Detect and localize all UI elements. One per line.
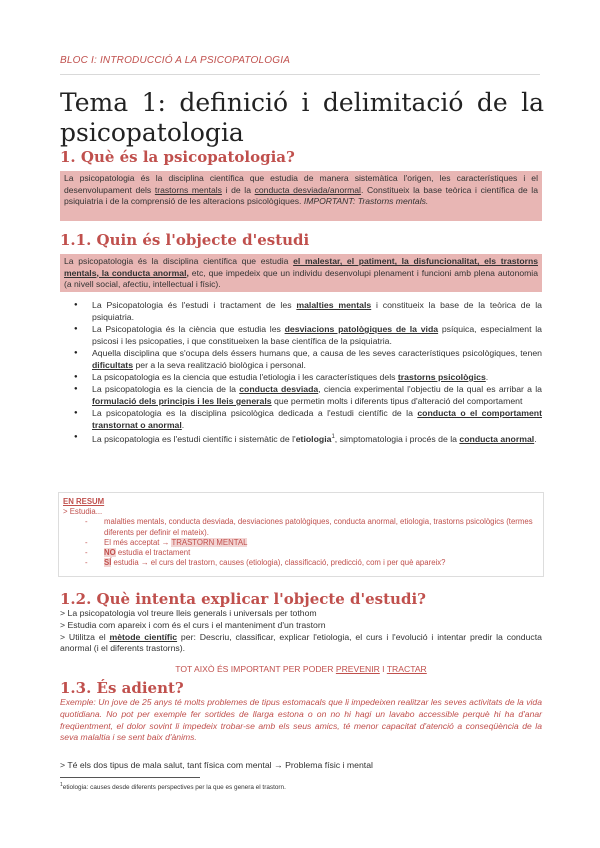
section-header: BLOC I: INTRODUCCIÓ A LA PSICOPATOLOGIA [60, 55, 291, 66]
list-item: ● La psicopatologia es la ciencia que estudia l'etiologia i les característiques dels trastorns psicològics. [60, 372, 542, 384]
objecte-box [60, 254, 542, 292]
text-run: . Constitueix la base teòrica i científica de la psiquiatria i de la comprensió de les alteracions psicològiques. [64, 184, 538, 206]
footnote-divider [60, 777, 200, 778]
summary-item: - NO estudia el tractament [85, 548, 191, 558]
heading-adient: 1.3. És adient? [60, 679, 184, 697]
underlined-term: trastorns mentals [154, 184, 222, 195]
list-item: ● La Psicopatologia és l'estudi i tractament de les malalties mentals i constitueix la base de la teòrica de la psiquiatria. [60, 300, 542, 323]
underlined-term: el malestar, el patiment, la disfuncionalitat, els trastorns mentals, la conducta anormal, [64, 256, 538, 278]
heading-explicar: 1.2. Què intenta explicar l'objecte d'estudi? [60, 590, 426, 608]
definition-box [60, 171, 542, 221]
summary-title: EN RESUM [63, 497, 105, 506]
summary-intro: > Estudia... [63, 507, 103, 517]
summary-item: - SÍ estudia → el curs del trastorn, causes (etiologia), classificació, predicció, com i per què apareix? [85, 558, 446, 568]
important-note: TOT AIXÒ ÉS IMPORTANT PER PODER PREVENIR I TRACTAR [175, 664, 427, 674]
text-run: etc, que impedeix que un individu desenvolupi plenament i funcioni amb plena autonomia (a nivell social, afectiu, intellectual i físic). [64, 267, 538, 289]
summary-item: - El més acceptat → TRASTORN MENTAL [85, 537, 248, 547]
underlined-term: conducta desviada/anormal [254, 184, 361, 195]
text-run: i de la [221, 184, 255, 195]
summary-item: - malalties mentals, conducta desviada, desviaciones patològiques, conducta anormal, etiologia, trastorns psicològics (termes diferents per definir el mateix). [85, 517, 533, 537]
heading-objecte: 1.1. Quin és l'objecte d'estudi [60, 231, 310, 249]
list-item: ● La psicopatologia es l'estudi científic i sistemàtic de l'etiologia$^1$, simptomatologia i procés de la conducta anormal. [60, 432, 542, 446]
list-item: ● La Psicopatologia és la ciència que estudia les desviacions patològiques de la vida psíquica, especialment la psicosi i les psicopaties, i que constitueixen la base científica de la psiquiatria. [60, 324, 542, 347]
definitions-list [60, 300, 542, 446]
summary-box [58, 492, 544, 577]
important-note: IMPORTANT: Trastorns mentals. [303, 196, 429, 206]
footnote: $^1$etiologia: causes desde diferents perspectives per la que es genera el trastorn. [60, 782, 286, 792]
text-run: La psicopatologia és la disciplina científica que estudia de manera sistemàtica l'origen, les característiques i el desenvolupament dels [64, 173, 538, 195]
conclusion-line: > Té els dos tipus de mala salut, tant física com mental → Problema físic i mental [60, 760, 373, 770]
list-item: ● La psicopatologia es la ciencia de la conducta desviada, ciencia experimental l'objectiu de la qual es arribar a la formulació dels principis i les lleis generals que permetin molts i diferents tipus d'alteració del comportament [60, 384, 542, 407]
text-run: La psicopatologia és la disciplina científica que estudia [64, 256, 294, 266]
text-line: > La psicopatologia vol treure lleis generals i universals per tothom [60, 608, 317, 618]
heading-que-es: 1. Què és la psicopatologia? [60, 148, 295, 166]
list-item: ● La psicopatologia es la disciplina psicològica dedicada a l'estudi científic de la conducta o el comportament transtornat o anormal. [60, 408, 542, 431]
text-line: > Estudia com apareix i com és el curs i el manteniment d'un trastorn [60, 619, 326, 630]
explicar-text [60, 608, 542, 655]
text-line: > Utilitza el mètode científic per: Descriu, classificar, explicar l'etiologia, el curs i l'evolució i intentar predir la conducta anormal (i el diferents trastorns). [60, 631, 542, 654]
example-text: Exemple: Un jove de 25 anys té molts problemes de tipus estomacals que li impedeixen realitzar les seves activitats de la vida quotidiana. No pot per exemple fer sortides de llarga estona o on no hi hagi un lavabo accessible perquè hi ha d'anar freqüentment, el dolor sovint li impedeix trobar-se amb els seus amics, té menor capacitat d'atenció a conseqüència de la seva malaltia i se sent baix d'ànims. [60, 697, 542, 743]
header-divider [60, 74, 540, 75]
page-title: Tema 1: definició i delimitació de la psicopatologia [60, 88, 544, 147]
list-item: ● Aquella disciplina que s'ocupa dels éssers humans que, a causa de les seves característiques psicològiques, tenen dificultats per a la seva realització biològica i personal. [60, 348, 542, 371]
